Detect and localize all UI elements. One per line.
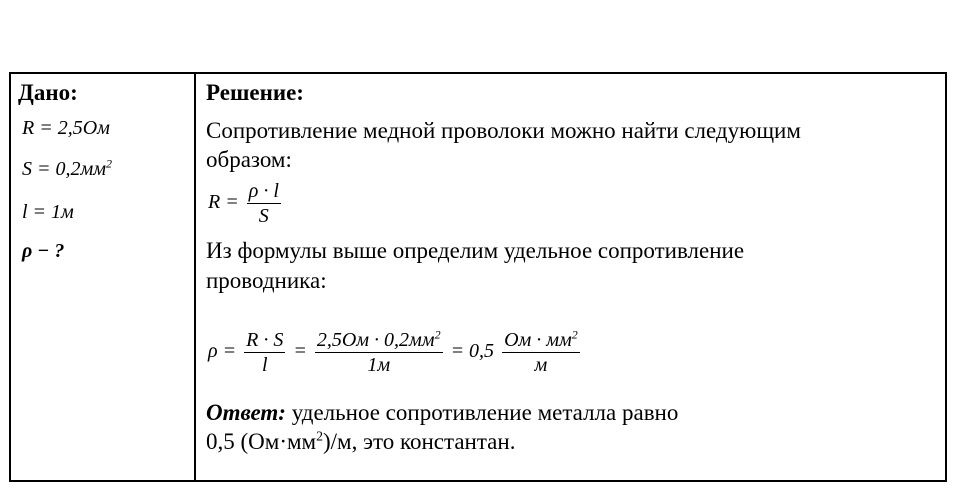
mid-line-2: проводника: bbox=[206, 268, 327, 293]
formula-resistivity: ρ = $\frac{R \cdot S}{l}$ = $\frac{2,5Ом \cdot 0,2мм^2}{1м}$ = 0,5 $\frac{Ом \cdot мм^2}{м}$ bbox=[208, 327, 578, 376]
formula-resistance: R = $\frac{\rho \cdot l}{S}$ bbox=[208, 180, 279, 227]
given-resistance: R = 2,5Ом bbox=[22, 117, 110, 139]
given-unknown: ρ − ? bbox=[22, 240, 65, 262]
intro-line-2: образом: bbox=[206, 147, 292, 172]
given-length: l = 1м bbox=[22, 201, 74, 223]
answer-line-2: 0,5 $(Ом\cdot мм^2)/м$, это константан. bbox=[206, 428, 516, 454]
answer-line-1: Ответ: удельное сопротивление металла равно bbox=[206, 400, 679, 425]
mid-line-1: Из формулы выше определим удельное сопротивление bbox=[206, 238, 745, 263]
intro-line-1: Сопротивление медной проволоки можно найти следующим bbox=[206, 118, 801, 143]
solution-title: Решение: bbox=[206, 80, 304, 105]
given-cross-section: $S = 0,2мм^2$ bbox=[22, 156, 113, 180]
column-divider bbox=[194, 72, 196, 482]
given-title: Дано: bbox=[18, 80, 78, 105]
answer-label: Ответ: bbox=[206, 400, 286, 425]
